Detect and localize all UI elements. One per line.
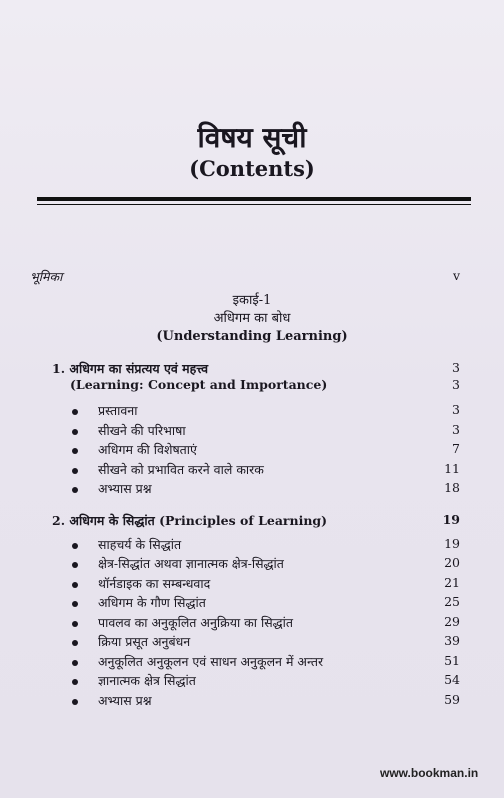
- bullet-icon: [72, 562, 78, 568]
- chapter2-item-label: ज्ञानात्मक क्षेत्र सिद्धांत: [98, 673, 196, 688]
- bullet-icon: [72, 640, 78, 646]
- chapter1-item-page: 7: [452, 441, 460, 456]
- bullet-icon: [72, 409, 78, 415]
- bullet-icon: [72, 487, 78, 493]
- chapter1-item-page: 18: [444, 480, 460, 495]
- chapter2-item-label: अधिगम के गौण सिद्धांत: [98, 595, 206, 610]
- chapter2-item-page: 21: [444, 575, 460, 590]
- unit-title-hindi: अधिगम का बोध: [213, 311, 291, 326]
- chapter1-item-page: 11: [444, 461, 460, 476]
- chapter2-item-page: 20: [444, 555, 460, 570]
- preface-page: v: [452, 268, 460, 283]
- bullet-icon: [72, 429, 78, 435]
- chapter1-item-label: अभ्यास प्रश्न: [98, 481, 152, 496]
- chapter1-item-page: 3: [452, 402, 460, 417]
- chapter1-item-label: अधिगम की विशेषताएं: [98, 442, 197, 457]
- chapter2-item-label: साहचर्य के सिद्धांत: [98, 537, 182, 552]
- bullet-icon: [72, 621, 78, 627]
- bullet-icon: [72, 699, 78, 705]
- contents-title-english: (Contents): [189, 156, 315, 181]
- chapter2-title: 2. अधिगम के सिद्धांत (Principles of Learning): [52, 513, 328, 528]
- bullet-icon: [72, 679, 78, 685]
- contents-title-hindi: विषय सूची: [197, 121, 307, 154]
- chapter2-item-label: पावलव का अनुकूलित अनुक्रिया का सिद्धांत: [98, 615, 294, 630]
- unit-number: इकाई-1: [232, 293, 272, 308]
- chapter1-item-label: प्रस्तावना: [98, 403, 138, 418]
- chapter2-item-label: क्रिया प्रसूत अनुबंधन: [98, 634, 191, 649]
- chapter1-item-label: सीखने की परिभाषा: [98, 423, 186, 438]
- chapter1-page-hindi: 3: [452, 360, 460, 375]
- chapter2-item-page: 29: [444, 614, 460, 629]
- chapter2-item-page: 25: [444, 594, 460, 609]
- bullet-icon: [72, 468, 78, 474]
- chapter2-page: 19: [442, 512, 460, 527]
- bullet-icon: [72, 582, 78, 588]
- chapter1-page-english: 3: [452, 377, 460, 392]
- unit-title-english: (Understanding Learning): [156, 329, 348, 344]
- website-watermark: www.bookman.in: [380, 766, 479, 780]
- chapter2-item-page: 19: [444, 536, 460, 551]
- preface-label: भूमिका: [30, 269, 63, 284]
- chapter1-title-hindi: 1. अधिगम का संप्रत्यय एवं महत्त्व: [52, 361, 209, 376]
- bullet-icon: [72, 601, 78, 607]
- chapter2-item-label: अभ्यास प्रश्न: [98, 693, 152, 708]
- chapter1-item-page: 3: [452, 422, 460, 437]
- title-rule-thin: [37, 204, 471, 205]
- chapter2-item-page: 39: [444, 633, 460, 648]
- chapter2-item-page: 54: [444, 672, 460, 687]
- bullet-icon: [72, 448, 78, 454]
- chapter2-item-page: 59: [444, 692, 460, 707]
- chapter2-item-label: थॉर्नडाइक का सम्बन्धवाद: [98, 576, 211, 591]
- bullet-icon: [72, 543, 78, 549]
- title-rule-thick: [37, 197, 471, 201]
- chapter1-item-label: सीखने को प्रभावित करने वाले कारक: [98, 462, 264, 477]
- chapter2-item-page: 51: [444, 653, 460, 668]
- chapter1-title-english: (Learning: Concept and Importance): [70, 377, 328, 392]
- chapter2-item-label: क्षेत्र-सिद्धांत अथवा ज्ञानात्मक क्षेत्र-सिद्धांत: [98, 556, 284, 571]
- chapter2-item-label: अनुकूलित अनुकूलन एवं साधन अनुकूलन में अन्तर: [98, 654, 324, 669]
- bullet-icon: [72, 660, 78, 666]
